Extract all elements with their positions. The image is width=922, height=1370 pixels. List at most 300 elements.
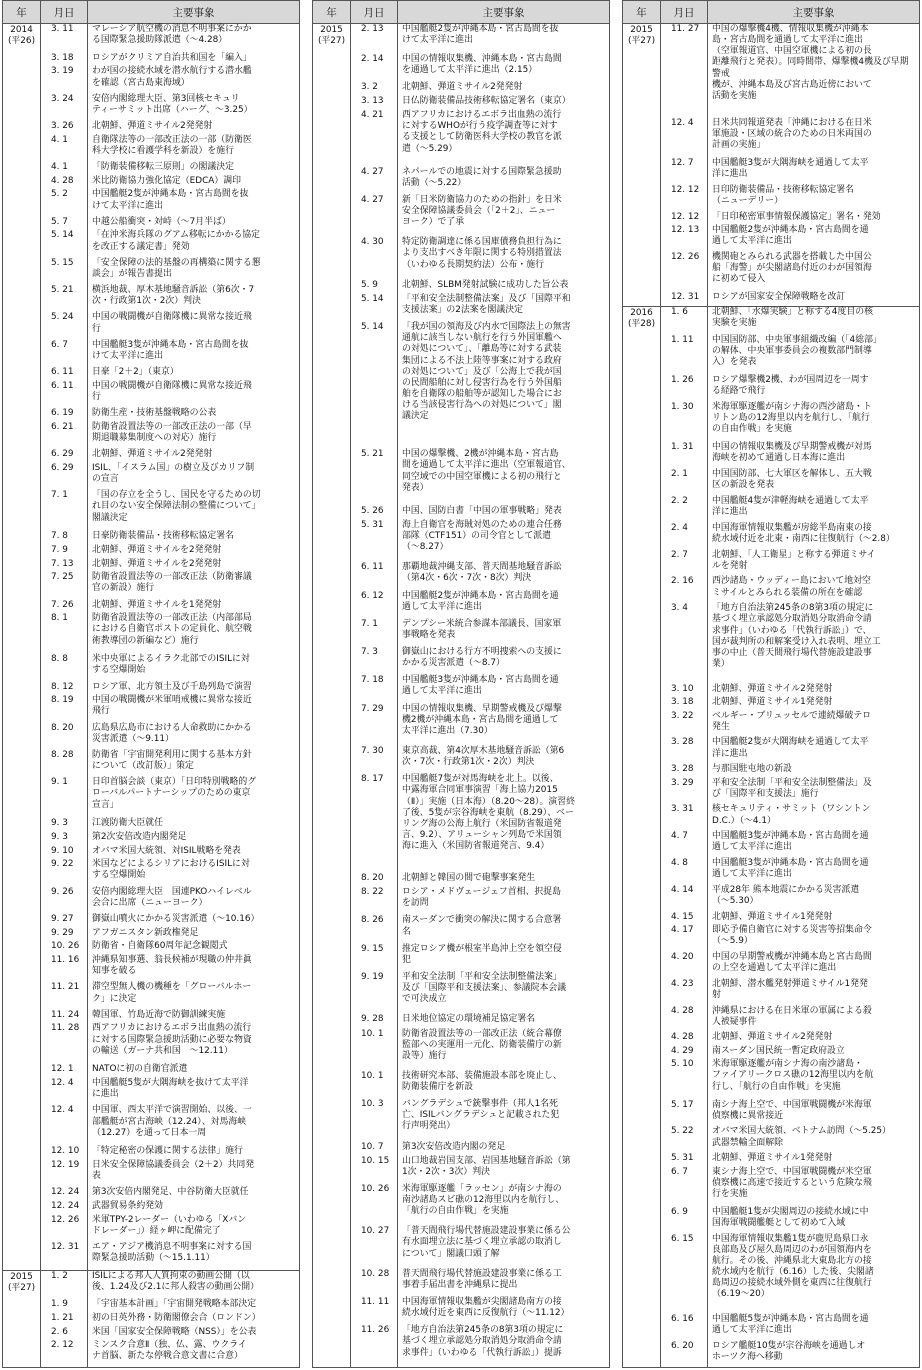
event-text-line: 中国の情報収集機及び早期警戒機が対馬: [712, 442, 872, 453]
table-row: [3, 285, 300, 312]
event-cell: [708, 118, 920, 158]
event-text-line: ティーサミット出席（ハーグ、～3.25）: [92, 104, 253, 115]
year-cell: [3, 135, 41, 162]
table-row: [313, 647, 610, 675]
event-cell: [398, 675, 610, 703]
year-cell: [3, 217, 41, 231]
event-cell: [708, 1126, 920, 1153]
year-cell: [3, 1160, 41, 1187]
event-text-line: 第3次安倍内閣発足、中谷防衛大臣就任: [92, 1187, 249, 1198]
event-text-line: かかる災害派遣（～8.7）: [402, 658, 505, 669]
year-cell: [3, 777, 41, 818]
event-text-line: 「普天間飛行場代替施設建設事業に係る公: [402, 1226, 571, 1237]
table-row: [623, 1032, 920, 1045]
event-text-line: 了後、5隻が宗谷海峡を東航（8.29）、ベー: [402, 807, 574, 818]
event-text-line: 機2機が沖縄本島・宮古島間を通過して: [402, 714, 559, 725]
year-cell: [3, 859, 41, 886]
event-text-line: オバマ米国大統領、ベトナム訪問（～5.25）: [712, 1126, 891, 1137]
event-text-line: 行し、「航行の自由作戦」を実施: [712, 1081, 841, 1092]
event-text-line: 江渡防衛大臣就任: [92, 818, 163, 829]
table-row: [3, 1242, 300, 1270]
event-cell: [708, 550, 920, 577]
event-text-line: 中国艦艇3隻が沖縄本島・宮古島間を通: [712, 831, 869, 842]
event-text-line: 中国の情報収集機、早期警戒機及び爆撃: [402, 703, 562, 714]
table-row: [623, 158, 920, 185]
year-cell: [3, 846, 41, 860]
header-event: 主要事象: [708, 1, 920, 24]
table-row: [3, 941, 300, 955]
event-text-line: に進出: [92, 1089, 119, 1100]
year-cell: [3, 367, 41, 381]
date-cell: 5. 26: [351, 506, 398, 520]
event-text-line: 部艦艇が宮古海峡（12.24）、対馬海峡: [92, 1116, 247, 1127]
date-cell: 6. 7: [661, 1167, 708, 1207]
event-cell: [708, 496, 920, 523]
table-row: [313, 1099, 610, 1141]
table-row: [623, 925, 920, 952]
event-cell: [88, 818, 300, 832]
date-cell: 4. 30: [351, 237, 398, 279]
date-cell: 5. 10: [661, 1059, 708, 1099]
event-text-line: 中国の戦闘機が自衛隊機に異常な接近飛: [92, 312, 252, 323]
event-text-line: 中国艦艇7隻が対馬海峡を北上。以後、: [402, 774, 559, 785]
year-cell: [3, 285, 41, 312]
event-cell: [88, 531, 300, 545]
event-text-line: の解体、中央軍事委員会の複数部門制導: [712, 346, 872, 357]
event-text-line: 求事件」（いわゆる「代執行訴訟」）で、: [712, 625, 872, 636]
table-row: [3, 1299, 300, 1313]
year-cell: [623, 912, 661, 925]
date-cell: 3. 2: [351, 82, 398, 96]
event-text-line: 中国の戦闘機が自衛隊機に異常な接近飛: [92, 380, 252, 391]
table-row: [623, 402, 920, 442]
event-text-line: 事の中止（普天間飛行場代替施設建設事: [712, 647, 872, 658]
event-text-line: 「在沖米海兵隊のグアム移転にかかる協定: [92, 230, 261, 241]
table-row: [3, 135, 300, 162]
event-cell: [88, 285, 300, 312]
event-text-line: する空爆開始: [92, 870, 146, 881]
event-text-line: れ目のない安全保障法制の整備について」: [92, 501, 261, 512]
table-row: [623, 912, 920, 925]
header-year: 年: [623, 1, 661, 24]
date-cell: 8. 20: [41, 723, 88, 750]
event-text-line: 中国艦艇2隻が沖縄本島・宮古島間を抜: [402, 24, 559, 34]
event-text-line: 科大学校に看護学科を新設）を施行: [92, 145, 234, 156]
event-text-line: 求事件」（いわゆる「代執行訴訟」）提訴: [402, 1347, 562, 1358]
event-text-line: する空爆開始: [92, 665, 146, 676]
year-cell: [313, 746, 351, 774]
table-row: [3, 887, 300, 914]
event-text-line: 広島県広島市における人命救助にかかる: [92, 722, 252, 733]
event-text-line: 中国艦艇3隻が沖縄本島・宮古島間を抜: [92, 339, 249, 350]
year-cell: [623, 831, 661, 858]
event-text-line: 続水域付近を北東・南西に往復航行（～2.8）: [712, 533, 895, 544]
event-cell: [88, 1010, 300, 1024]
event-text-line: （6.19～20）: [712, 1289, 770, 1300]
event-text-line: 設等）施行: [402, 1050, 447, 1061]
event-text-line: 北朝鮮、弾道ミサイルを2発発射: [92, 558, 222, 569]
event-cell: [88, 176, 300, 190]
event-cell: [398, 195, 610, 237]
event-cell: [398, 1014, 610, 1028]
event-text-line: 日印首脳会談（東京）「日印特別戦略的グ: [92, 777, 257, 788]
table-row: [3, 545, 300, 559]
event-text-line: 言、9.2）、アリューシャン列島で米国領: [402, 829, 562, 840]
date-cell: 6. 15: [661, 1234, 708, 1314]
event-text-line: （空軍報道官、中国空軍機による初の長: [712, 46, 872, 57]
date-cell: 2. 7: [661, 550, 708, 577]
event-text-line: 中国国防部、七大軍区を解体し、五大戦: [712, 469, 872, 480]
event-cell: [88, 982, 300, 1009]
event-text-line: を通過して太平洋に進出（2.15）: [402, 64, 538, 75]
table-row: [623, 1126, 920, 1153]
event-text-line: 中国海軍情報収集艦が尖閣諸島南方の接: [402, 1296, 562, 1307]
event-cell: [88, 1105, 300, 1146]
date-cell: 12. 24: [41, 1187, 88, 1201]
table-row: [313, 944, 610, 972]
date-cell: 3. 24: [41, 94, 88, 121]
header-month-day: 月日: [41, 1, 88, 24]
event-text-line: 与那国駐屯地の新設: [712, 764, 792, 775]
event-text-line: けて太平洋に進出: [92, 350, 163, 361]
event-text-line: 「地方自治法第245条の8第3項の規定に: [712, 603, 874, 614]
date-cell: 6. 9: [661, 1207, 708, 1234]
date-cell: 5. 21: [41, 285, 88, 312]
event-cell: [88, 613, 300, 654]
year-cell: [3, 1064, 41, 1078]
event-cell: [708, 764, 920, 777]
event-cell: [88, 914, 300, 928]
date-cell: 4. 1: [41, 135, 88, 162]
date-cell: 10. 1: [351, 1071, 398, 1099]
date-cell: 6. 16: [661, 1314, 708, 1341]
event-text-line: 安倍内閣総理大臣、第3回核セキュリ: [92, 93, 240, 104]
date-cell: 1. 9: [41, 1299, 88, 1313]
event-cell: [88, 682, 300, 696]
date-cell: 11. 24: [41, 1010, 88, 1024]
event-text-line: ファイアリークロス礁の12海里以内を航: [712, 1070, 874, 1081]
table-row: [623, 523, 920, 550]
event-cell: [708, 603, 920, 683]
date-cell: 6. 7: [41, 340, 88, 367]
year-cell: [313, 873, 351, 887]
event-cell: [398, 887, 610, 915]
table-row: [3, 1270, 300, 1299]
event-text-line: 計画の実施」: [712, 140, 766, 151]
date-cell: 7. 1: [41, 490, 88, 531]
date-cell: 1. 6: [661, 306, 708, 335]
date-cell: 4. 28: [661, 1032, 708, 1045]
table-row: [3, 1201, 300, 1215]
event-text-line: 洋に進出: [712, 507, 748, 518]
event-text-line: ロシアが国家安全保障戦略を改訂: [712, 292, 846, 303]
date-cell: 8. 12: [41, 682, 88, 696]
event-cell: [88, 1064, 300, 1078]
year-label: 2015: [630, 25, 653, 35]
event-text-line: 北朝鮮、弾道ミサイル1発発射: [712, 1153, 833, 1164]
event-text-line: 区の新設を発表: [712, 480, 775, 491]
event-text-line: デンプシー米統合参謀本部議長、国家軍: [402, 618, 562, 629]
year-cell: [313, 54, 351, 82]
event-cell: [88, 941, 300, 955]
table-row: [3, 1160, 300, 1187]
year-cell: [3, 340, 41, 367]
event-text-line: 中国国防部、中央軍事組織改編（「4総部」: [712, 335, 882, 345]
event-text-line: （いわゆる長期契約法）公布・施行: [402, 259, 544, 270]
event-text-line: 過して太平洋に進出: [712, 236, 792, 247]
date-cell: 12. 19: [41, 1160, 88, 1187]
event-cell: [708, 885, 920, 912]
table-row: [623, 576, 920, 603]
date-cell: 3. 28: [661, 764, 708, 777]
date-cell: 9. 1: [41, 777, 88, 818]
event-text-line: 亡、ISILバングラデシュと記載された犯: [402, 1110, 560, 1121]
table-row: [623, 550, 920, 577]
event-text-line: 「平和安全法制整備法案」及び「国際平和: [402, 293, 571, 304]
year-cell: [313, 1014, 351, 1028]
event-text-line: 自衛隊法等の一部改正法の一部（防衛医: [92, 134, 252, 145]
event-text-line: ナ首脳、新たな停戦合意文書に合意）: [92, 1351, 243, 1362]
event-text-line: 入）を発表: [712, 357, 757, 368]
event-cell: [708, 1100, 920, 1127]
date-cell: 12. 31: [41, 1242, 88, 1270]
event-text-line: 表: [92, 1171, 101, 1182]
table-row: [623, 603, 920, 683]
table-row: [623, 697, 920, 710]
year-cell: [3, 955, 41, 982]
event-text-line: 災害派遣（～9.11）: [92, 733, 174, 744]
date-cell: 5. 2: [41, 189, 88, 216]
event-text-line: （ニューデリー）: [712, 196, 783, 207]
event-text-line: 次・行政第1次・2次）判決: [92, 296, 201, 307]
table-row: [3, 723, 300, 750]
date-cell: 10. 28: [351, 1269, 398, 1297]
year-cell: [313, 449, 351, 506]
year-cell: [3, 162, 41, 176]
table-row: [623, 804, 920, 831]
date-cell: 4. 14: [661, 885, 708, 912]
event-text-line: び「国際平和支援法」施行: [712, 788, 819, 799]
event-text-line: ミサイルとみられる装備の所在を確認: [712, 587, 863, 598]
event-text-line: 山口地裁岩国支部、岩国基地騒音訴訟（第: [402, 1155, 571, 1166]
date-cell: 5. 24: [41, 312, 88, 339]
year-cell: [3, 1201, 41, 1215]
event-cell: [398, 591, 610, 619]
table-row: [313, 520, 610, 562]
event-text-line: 通航に該当しない航行を行う外国軍艦へ: [402, 333, 562, 344]
date-cell: 9. 22: [41, 859, 88, 886]
event-text-line: NATOに初の自衛官派遣: [92, 1064, 188, 1075]
event-text-line: （～5.9）: [712, 936, 753, 947]
date-cell: 8. 8: [41, 654, 88, 681]
year-cell: [313, 562, 351, 590]
year-cell: [623, 252, 661, 292]
table-row: [3, 818, 300, 832]
event-text-line: 防衛省「宇宙開発利用に関する基本方針: [92, 749, 252, 760]
event-text-line: 中国の爆撃機4機、情報収集機が沖縄本: [712, 24, 869, 34]
event-cell: [88, 340, 300, 367]
event-text-line: 行: [92, 323, 101, 334]
event-text-line: 活動（～5.22）: [402, 177, 467, 188]
event-cell: [398, 1269, 610, 1297]
event-text-line: アフガニスタン新政権発足: [92, 927, 199, 938]
event-cell: [708, 1046, 920, 1059]
event-text-line: 同空域での中国空軍機による初の飛行と: [402, 471, 562, 482]
table-row: [623, 711, 920, 738]
event-cell: [398, 506, 610, 520]
date-cell: 7. 9: [41, 545, 88, 559]
event-text-line: 発生: [712, 721, 730, 732]
event-text-line: 「航行の自由作戦」を実施: [402, 1206, 509, 1217]
year-cell: [3, 1215, 41, 1242]
event-text-line: 次・7次・行政第1次・2次）判決: [402, 757, 535, 768]
year-cell: [623, 1314, 661, 1341]
event-cell: [398, 449, 610, 506]
event-text-line: 那覇地裁沖縄支部、普天間基地騒音訴訟: [402, 562, 562, 573]
year-cell: [623, 1126, 661, 1153]
table-row: [623, 979, 920, 1006]
event-cell: [708, 158, 920, 185]
event-text-line: 中国艦艇5隻が大隅海峡を抜けて太平洋: [92, 1078, 249, 1089]
table-row: [313, 1014, 610, 1028]
event-cell: [88, 422, 300, 449]
event-text-line: 特定防衛調達に係る国庫債務負担行為に: [402, 237, 562, 248]
event-text-line: を訪問: [402, 898, 429, 909]
table-row: [623, 212, 920, 225]
table-row: [3, 982, 300, 1009]
event-text-line: ISILによる邦人人質拘束の動画公開（以: [92, 1270, 250, 1281]
year-cell: [3, 818, 41, 832]
date-cell: 7. 13: [41, 559, 88, 573]
year-cell: [3, 613, 41, 654]
event-cell: [708, 212, 920, 225]
table-row: [3, 1327, 300, 1341]
date-cell: 2. 13: [351, 24, 398, 54]
year-cell: [623, 764, 661, 777]
event-text-line: 平成28年 熊本地震にかかる災害派遣: [712, 884, 860, 895]
year-cell: [3, 1010, 41, 1024]
event-text-line: ホーツク海へ移動: [712, 1352, 783, 1363]
event-text-line: 平和安全法制「平和安全法制整備法」及: [712, 777, 872, 788]
event-cell: [398, 619, 610, 647]
year-cell: [3, 1023, 41, 1064]
event-text-line: 北朝鮮、弾道ミサイル2発発射: [402, 81, 523, 92]
year-cell: [623, 118, 661, 158]
event-text-line: 談会」が報告書提出: [92, 268, 172, 279]
event-text-line: わが国の接続水域を潜水航行する潜水艦: [92, 66, 252, 77]
date-cell: 9. 19: [351, 972, 398, 1014]
chronology-column-1: [2, 0, 300, 1368]
event-text-line: 北朝鮮、「人工衛星」と称する弾道ミサイ: [712, 549, 876, 560]
event-cell: [398, 54, 610, 82]
year-cell: [3, 914, 41, 928]
event-cell: [88, 859, 300, 886]
event-text-line: 行: [92, 391, 101, 402]
event-cell: [708, 306, 920, 335]
header-event: 主要事象: [398, 1, 610, 24]
table-row: [313, 54, 610, 82]
event-text-line: 核セキュリティ・サミット（ワシントン: [712, 804, 871, 815]
event-text-line: ロシアがクリミア自治共和国を「編入」: [92, 52, 252, 63]
event-cell: [88, 1201, 300, 1215]
date-cell: 6. 11: [41, 381, 88, 408]
event-cell: [708, 469, 920, 496]
table-row: [313, 972, 610, 1014]
event-cell: [708, 979, 920, 1006]
event-text-line: 「日印秘密軍事情報保護協定」署名・発効: [712, 211, 881, 222]
table-row: [623, 1207, 920, 1234]
event-cell: [398, 82, 610, 96]
event-text-line: 官の新設）施行: [92, 583, 155, 594]
event-text-line: 中国の戦闘機が米軍哨戒機に異常な接近: [92, 695, 252, 706]
year-cell: [3, 1187, 41, 1201]
date-cell: 2. 4: [661, 523, 708, 550]
table-row: [3, 859, 300, 886]
year-cell: [623, 737, 661, 764]
year-cell: [623, 885, 661, 912]
table-row: [313, 774, 610, 873]
year-cell: [3, 121, 41, 135]
date-cell: 12. 12: [661, 212, 708, 225]
year-cell: [623, 1167, 661, 1207]
event-text-line: の民間船舶に対し侵害行為を行う外国船: [402, 377, 562, 388]
event-text-line: 日米地位協定の環境補足協定署名: [402, 1014, 536, 1025]
date-cell: 12. 4: [41, 1078, 88, 1105]
event-text-line: 射: [712, 989, 721, 1000]
date-cell: 9. 28: [351, 1014, 398, 1028]
date-cell: 5. 14: [41, 230, 88, 257]
event-text-line: 洋に進出: [712, 169, 748, 180]
event-text-line: 「国の存立を全うし、国民を守るための切: [92, 490, 261, 501]
date-cell: 8. 19: [41, 695, 88, 722]
date-cell: 10. 1: [351, 1029, 398, 1071]
date-cell: 7. 30: [351, 746, 398, 774]
table-row: [3, 600, 300, 614]
date-cell: 5. 9: [351, 280, 398, 294]
year-cell: [3, 1327, 41, 1341]
event-text-line: 韓国軍、竹島近海で防御訓練実施: [92, 1009, 226, 1020]
event-cell: [708, 858, 920, 885]
event-cell: [398, 237, 610, 279]
event-text-line: 第2次安倍改造内閣発足: [92, 831, 187, 842]
event-text-line: 過して太平洋に進出: [712, 869, 792, 880]
event-text-line: 沖縄県知事選、翁長候補が現職の仲井眞: [92, 955, 252, 966]
event-text-line: 中国、国防白書「中国の軍事戦略」発表: [402, 505, 562, 516]
table-row: [3, 217, 300, 231]
era-label: (平27): [317, 36, 346, 47]
table-row: [3, 1023, 300, 1064]
date-cell: 11. 27: [661, 24, 708, 119]
event-text-line: 偵察機に高速で接近するという危険な飛: [712, 1177, 872, 1188]
year-cell: [623, 1153, 661, 1166]
event-text-line: 中国艦艇4隻が津軽海峡を通過して太平: [712, 495, 869, 506]
event-text-line: リトン島の12海里以内を航行し、「航行: [712, 413, 870, 424]
event-cell: [398, 1226, 610, 1268]
date-cell: 4. 1: [41, 162, 88, 176]
date-cell: 10. 26: [351, 1184, 398, 1226]
event-text-line: 御嶽山噴火にかかる災害派遣（～10.16）: [92, 914, 260, 925]
event-cell: [88, 1313, 300, 1327]
event-cell: [398, 873, 610, 887]
event-text-line: ロシア軍、北方領土及び千島列島で演習: [92, 681, 252, 692]
table-row: [313, 1156, 610, 1184]
era-label: (平26): [7, 36, 36, 47]
event-text-line: 犯: [402, 954, 411, 965]
event-text-line: 名: [402, 926, 411, 937]
event-text-line: 中国海軍情報収集艦1隻が鹿児島県口永: [712, 1233, 869, 1244]
event-text-line: 支援法案」の2法案を閣議決定: [402, 304, 524, 315]
date-cell: 7. 29: [351, 704, 398, 746]
